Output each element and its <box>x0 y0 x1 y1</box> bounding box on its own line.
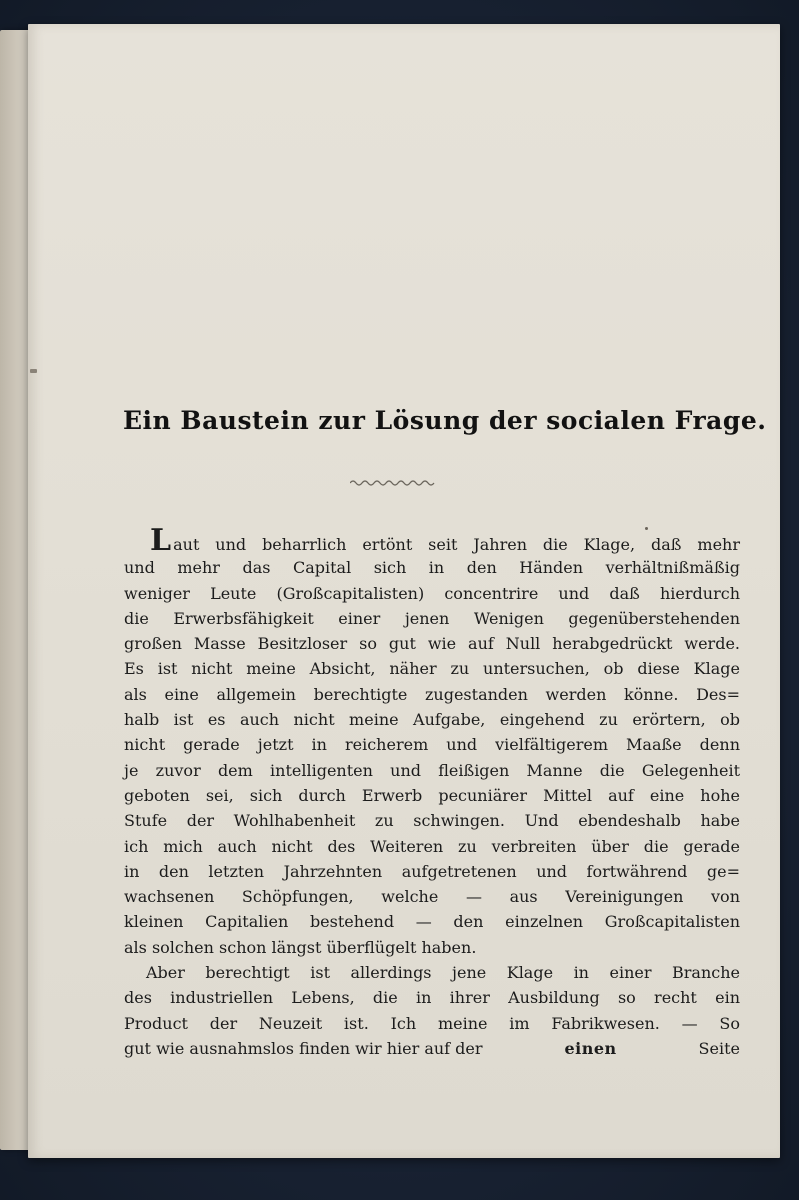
binding-staple <box>30 369 37 373</box>
text-line: des industriellen Lebens, die in ihrer Ausbildung so recht ein <box>124 988 740 1008</box>
text-line: gut wie ausnahmslos finden wir hier auf der einen Seite <box>124 1036 740 1061</box>
text-line: die Erwerbsfähigkeit einer jenen Wenigen gegenüberstehenden <box>124 608 740 628</box>
text-line: je zuvor dem intelligenten und fleißigen Manne die Gelegenheit <box>124 760 740 780</box>
text-line: Es ist nicht meine Absicht, näher zu untersuchen, ob diese Klage <box>124 659 740 679</box>
text-line: halb ist es auch nicht meine Aufgabe, eingehend zu erörtern, ob <box>124 710 740 730</box>
text-line: ich mich auch nicht des Weiteren zu verbreiten über die gerade <box>124 836 740 856</box>
text-line: Stufe der Wohlhabenheit zu schwingen. Und ebendeshalb habe <box>124 811 740 831</box>
text-line: nicht gerade jetzt in reicherem und vielfältigerem Maaße denn <box>124 735 740 755</box>
text-line: und mehr das Capital sich in den Händen verhältnißmäßig <box>124 558 740 578</box>
title-ornament <box>350 479 436 487</box>
book-page <box>28 24 780 1158</box>
text-line: weniger Leute (Großcapitalisten) concentrire und daß hierdurch <box>124 583 740 603</box>
body-text <box>124 523 740 1061</box>
page-title: Ein Baustein zur Lösung der socialen Frage. <box>123 406 767 435</box>
text-line: als eine allgemein berechtigte zugestanden werden könne. Des= <box>124 684 740 704</box>
text-line: großen Masse Besitzloser so gut wie auf Null herabgedrückt werde. <box>124 634 740 654</box>
text-line: Aber berechtigt ist allerdings jene Klage in einer Branche <box>146 963 740 983</box>
text-line: kleinen Capitalien bestehend — den einzelnen Großcapitalisten <box>124 912 740 932</box>
drop-cap: L <box>150 523 172 558</box>
emphasized-word: einen <box>564 1038 617 1058</box>
text-line: wachsenen Schöpfungen, welche — aus Vereinigungen von <box>124 887 740 907</box>
text-line: L aut und beharrlich ertönt seit Jahren die Klage, daß mehr <box>150 523 740 558</box>
text-line: geboten sei, sich durch Erwerb pecuniärer Mittel auf eine hohe <box>124 785 740 805</box>
text-line: in den letzten Jahrzehnten aufgetretenen und fortwährend ge= <box>124 861 740 881</box>
text-line: als solchen schon längst überflügelt haben. <box>124 937 477 957</box>
text-line: Product der Neuzeit ist. Ich meine im Fabrikwesen. — So <box>124 1013 740 1033</box>
